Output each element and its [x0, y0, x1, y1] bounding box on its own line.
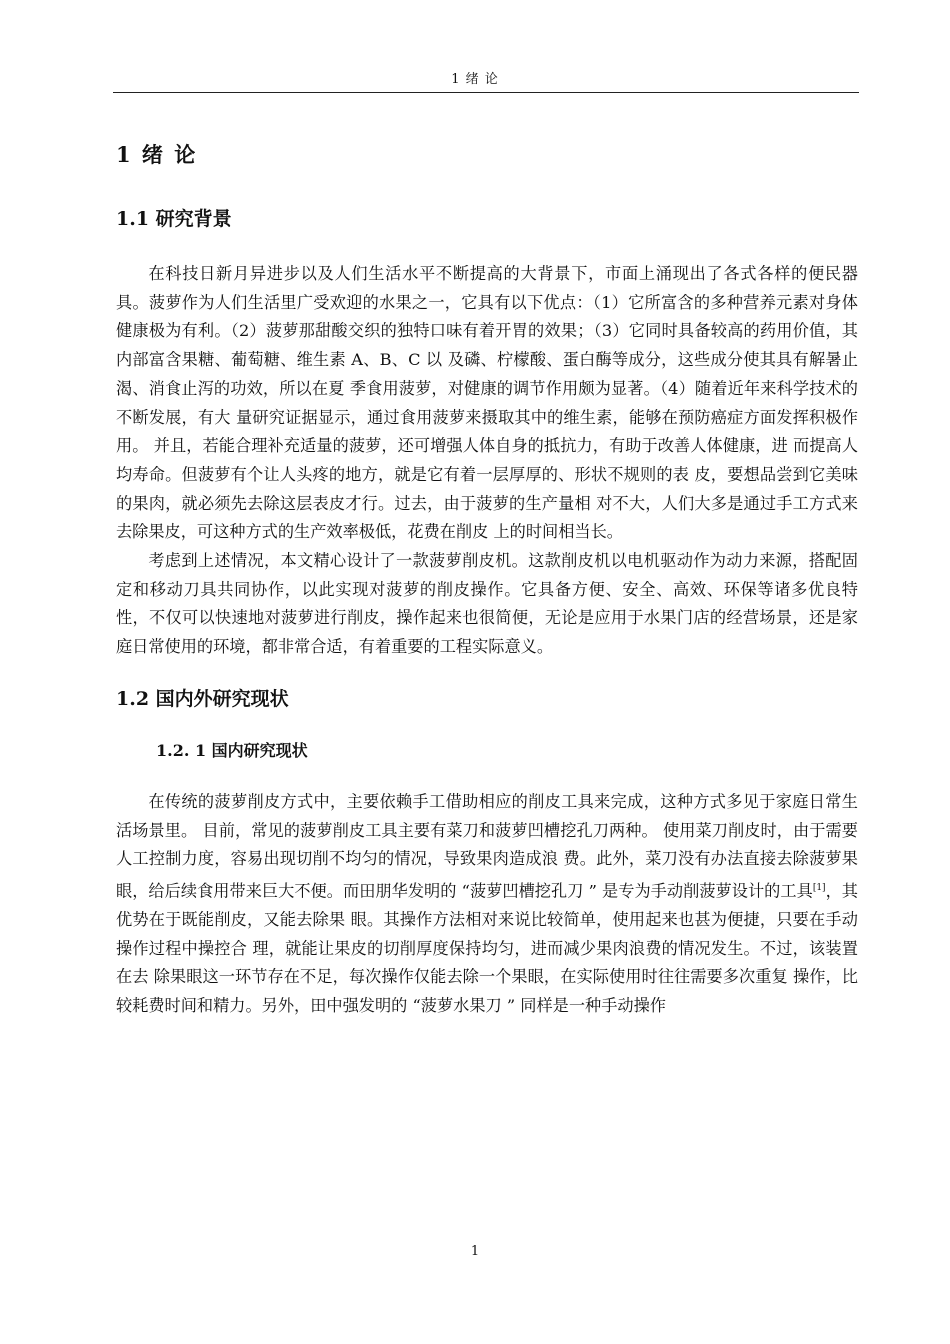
citation-ref[interactable]: [1]: [812, 882, 826, 893]
paragraph-background-2: 考虑到上述情况，本文精心设计了一款菠萝削皮机。这款削皮机以电机驱动作为动力来源，搭配固定和移动刀具共同协作，以此实现对菠萝的削皮操作。它具备方便、安全、高效、环保等诸多优良特性，不仅可以快速地对菠萝进行削皮，操作起来也很简便，无论是应用于水果门店的经营场景，还是家庭日常使用的环境，都非常合适，有着重要的工程实际意义。: [116, 551, 858, 657]
paragraph-domestic-status: [116, 788, 858, 1021]
paragraph-background-1: 在科技日新月异进步以及人们生活水平不断提高的大背景下，市面上涌现出了各式各样的便民器具。菠萝作为人们生活里广受欢迎的水果之一，它具有以下优点：（1）它所富含的多种营养元素对身体健康极为有利。（2）菠萝那甜酸交织的独特口味有着开胃的效果；（3）它同时具备较高的药用价值，其内部富含果糖、葡萄糖、维生素 A、B、C 以 及磷、柠檬酸、蛋白酶等成分，这些成分使其具有解暑止渴、消食止泻的功效，所以在夏 季食用菠萝，对健康的调节作用颇为显著。（4）随着近年来科学技术的不断发展，有大 量研究证据显示，通过食用菠萝来摄取其中的维生素，能够在预防癌症方面发挥积极作用。 并且，若能合理补充适量的菠萝，还可增强人体自身的抵抗力，有助于改善人体健康，进 而提高人均寿命。但菠萝有个让人头疼的地方，就是它有着一层厚厚的、形状不规则的表 皮，要想品尝到它美味的果肉，就必须先去除这层表皮才行。过去，由于菠萝的生产量相 对不大，人们大多是通过手工方式来去除果皮，可这种方式的生产效率极低，花费在削皮 上的时间相当长。: [116, 264, 858, 542]
header-rule: [113, 92, 859, 93]
page-number: 1: [470, 1244, 480, 1259]
document-body: [116, 138, 858, 1021]
section-title-1-1: 1.1 研究背景: [116, 208, 232, 230]
chapter-title: 1 绪 论: [116, 142, 198, 167]
section-title-1-2: 1.2 国内外研究现状: [116, 687, 289, 710]
paragraph-text-before-citation: 在传统的菠萝削皮方式中，主要依赖手工借助相应的削皮工具来完成，这种方式多见于家庭日常生活场景里。 目前，常见的菠萝削皮工具主要有菜刀和菠萝凹槽挖孔刀两种。 使用菜刀削皮时，由于需要人工控制力度，容易出现切削不均匀的情况，导致果肉造成浪 费。此外，菜刀没有办法直接去除菠萝果眼，给后续食用带来巨大不便。而田朋华发明的 “菠萝凹槽挖孔刀 ” 是专为手动削菠萝设计的工具: [116, 791, 858, 901]
subsection-title-1-2-1: 1.2. 1 国内研究现状: [156, 740, 308, 760]
running-header: 1 绪 论: [451, 72, 499, 87]
paragraph-text-after-citation: ，其优势在于既能削皮，又能去除果 眼。其操作方法相对来说比较简单，使用起来也甚为便捷，只要在手动操作过程中操控合 理，就能让果皮的切削厚度保持均匀，进而减少果肉浪费的情况发生。不过，该装置在去 除果眼这一环节存在不足，每次操作仅能去除一个果眼，在实际使用时往往需要多次重复 操作，比较耗费时间和精力。另外，田中强发明的 “菠萝水果刀 ” 同样是一种手动操作: [116, 881, 858, 1016]
